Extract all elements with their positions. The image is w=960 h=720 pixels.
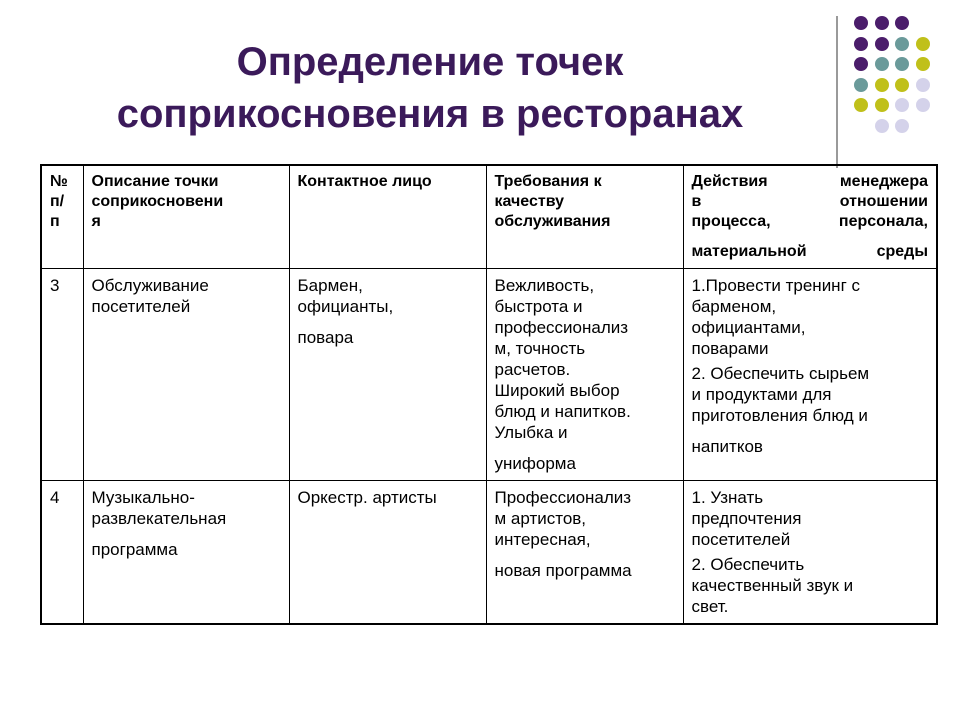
header-requirements: Требования к качеству обслуживания bbox=[486, 165, 683, 269]
decor-dot bbox=[916, 37, 930, 51]
decor-dot bbox=[895, 119, 909, 133]
decor-dot bbox=[875, 119, 889, 133]
decor-dot bbox=[875, 37, 889, 51]
table-header-row bbox=[41, 165, 937, 269]
title-line-1: Определение точек bbox=[236, 40, 624, 84]
row-description: Обслуживание посетителей bbox=[83, 269, 289, 481]
decor-dot bbox=[895, 98, 909, 112]
row-number: 4 bbox=[41, 481, 83, 625]
decor-dot bbox=[854, 98, 868, 112]
header-contact: Контактное лицо bbox=[289, 165, 486, 269]
row-contact: Оркестр. артисты bbox=[289, 481, 486, 625]
table-row bbox=[41, 269, 937, 481]
row-number: 3 bbox=[41, 269, 83, 481]
row-contact: Бармен, официанты, повара bbox=[289, 269, 486, 481]
decor-dot bbox=[895, 37, 909, 51]
touchpoints-table bbox=[40, 164, 938, 625]
row-manager-actions: 1. Узнать предпочтения посетителей 2. Обеспечить качественный звук и свет. bbox=[683, 481, 937, 625]
title-line-2: соприкосновения в ресторанах bbox=[116, 92, 744, 136]
decor-dot bbox=[895, 57, 909, 71]
header-number: № п/ п bbox=[41, 165, 83, 269]
decor-dot bbox=[875, 16, 889, 30]
table-row bbox=[41, 481, 937, 625]
decor-dot bbox=[854, 37, 868, 51]
decor-dot bbox=[916, 78, 930, 92]
row-manager-actions: 1.Провести тренинг с барменом, официантами, поварами 2. Обеспечить сырьем и продуктами для приготовления блюд и напитков bbox=[683, 269, 937, 481]
decor-dot bbox=[854, 57, 868, 71]
row-description: Музыкально- развлекательная программа bbox=[83, 481, 289, 625]
decor-dot bbox=[916, 98, 930, 112]
row-requirements: Профессионализ м артистов, интересная, новая программа bbox=[486, 481, 683, 625]
decor-dot bbox=[895, 16, 909, 30]
decor-dot bbox=[854, 16, 868, 30]
row-requirements: Вежливость, быстрота и профессионализ м, точность расчетов. Широкий выбор блюд и напитков. Улыбка и униформа bbox=[486, 269, 683, 481]
decor-dot bbox=[854, 78, 868, 92]
header-description: Описание точки соприкосновени я bbox=[83, 165, 289, 269]
decor-dot bbox=[916, 57, 930, 71]
slide-title bbox=[40, 36, 820, 140]
header-manager-actions: Действия менеджера в отношении процесса, персонала, материальной среды bbox=[683, 165, 937, 269]
decor-dot bbox=[875, 78, 889, 92]
decor-dot bbox=[875, 98, 889, 112]
decor-dot bbox=[895, 78, 909, 92]
decor-dot bbox=[875, 57, 889, 71]
decor-vertical-line bbox=[836, 16, 838, 168]
